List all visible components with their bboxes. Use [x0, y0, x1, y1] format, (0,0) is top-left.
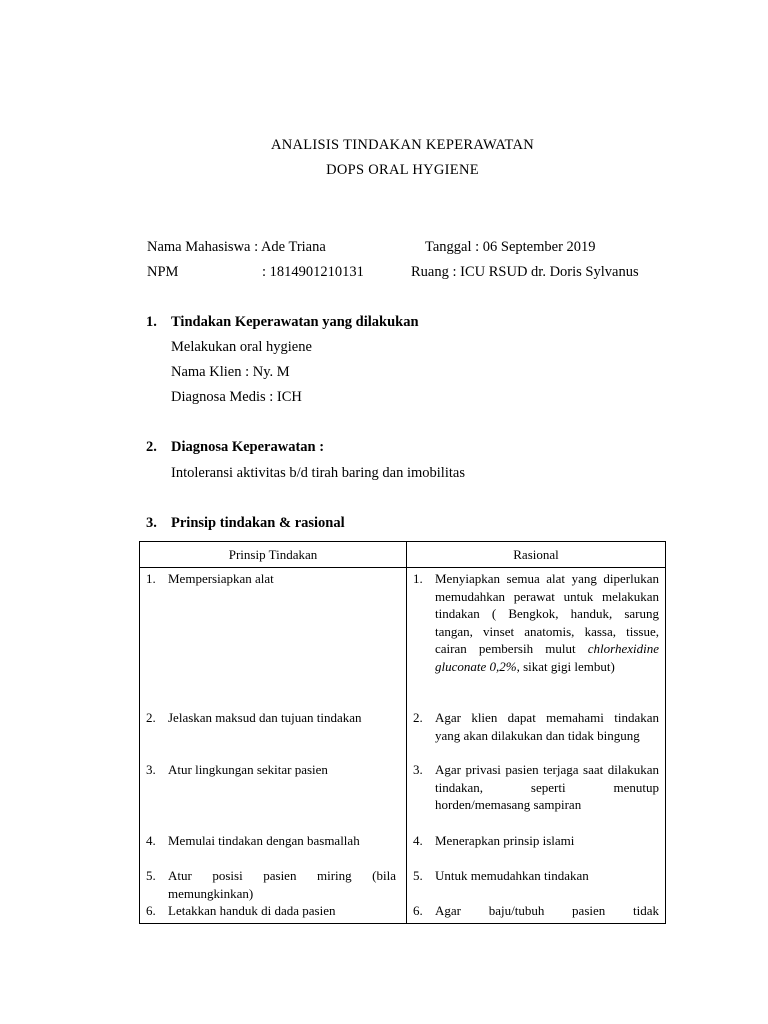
item-text: Agar privasi pasien terjaga saat dilakukan tindakan, seperti menutup horden/memasang sampiran: [435, 762, 659, 812]
rasional-italic-text: chlorhexidine gluconate 0,2%: [435, 641, 659, 674]
document-title: ANALISIS TINDAKAN KEPERAWATAN: [270, 137, 535, 153]
prinsip-item: [146, 570, 400, 588]
section-2-number: 2.: [146, 439, 157, 455]
table-header-row: [140, 542, 666, 568]
rasional-item: [413, 709, 659, 744]
rasional-cell: [407, 568, 666, 924]
document-subtitle: DOPS ORAL HYGIENE: [326, 162, 479, 178]
item-text: Atur lingkungan sekitar pasien: [168, 762, 328, 777]
item-number: 2.: [413, 710, 423, 725]
rasional-item: [413, 570, 659, 675]
item-number: 6.: [146, 903, 156, 918]
prinsip-item: [146, 832, 400, 850]
item-number: 5.: [413, 868, 423, 883]
section-1-number: 1.: [146, 314, 157, 330]
npm-value: : 1814901210131: [262, 264, 364, 280]
section-1-line: Diagnosa Medis : ICH: [171, 389, 302, 405]
npm-label: NPM: [147, 264, 179, 280]
header-prinsip: Prinsip Tindakan: [140, 542, 407, 568]
section-2-heading: Diagnosa Keperawatan :: [171, 439, 325, 455]
prinsip-item: [146, 709, 400, 727]
section-3-heading: Prinsip tindakan & rasional: [171, 515, 345, 531]
item-number: 3.: [146, 762, 156, 777]
room: Ruang : ICU RSUD dr. Doris Sylvanus: [411, 264, 639, 280]
rasional-item: [413, 902, 659, 920]
section-2-line: Intoleransi aktivitas b/d tirah baring dan imobilitas: [171, 465, 465, 481]
item-number: 1.: [413, 571, 423, 586]
header-rasional: Rasional: [407, 542, 666, 568]
rasional-item: [413, 867, 659, 885]
student-name: Nama Mahasiswa : Ade Triana: [147, 239, 326, 255]
item-text: [435, 570, 659, 675]
rasional-item: [413, 832, 659, 850]
principle-table: [139, 541, 666, 924]
item-number: 4.: [146, 833, 156, 848]
item-text: Letakkan handuk di dada pasien: [168, 903, 336, 918]
item-text: Memulai tindakan dengan basmallah: [168, 833, 360, 848]
item-number: 5.: [146, 868, 156, 883]
item-number: 3.: [413, 762, 423, 777]
item-text: Untuk memudahkan tindakan: [435, 868, 589, 883]
item-number: 6.: [413, 903, 423, 918]
rasional-text: , sikat gigi lembut): [516, 658, 615, 674]
section-1-heading: Tindakan Keperawatan yang dilakukan: [171, 314, 419, 330]
section-1-line: Nama Klien : Ny. M: [171, 364, 290, 380]
section-1-line: Melakukan oral hygiene: [171, 339, 312, 355]
item-text: Atur posisi pasien miring (bila memungkinkan): [168, 868, 396, 901]
section-3-number: 3.: [146, 515, 157, 531]
item-number: 2.: [146, 710, 156, 725]
table-row: [140, 568, 666, 924]
item-text: Agar klien dapat memahami tindakan yang akan dilakukan dan tidak bingung: [435, 710, 659, 743]
item-text: Menerapkan prinsip islami: [435, 833, 575, 848]
item-text: Agar baju/tubuh pasien tidak: [435, 903, 659, 918]
prinsip-cell: [140, 568, 407, 924]
rasional-item: [413, 761, 659, 814]
item-text: Mempersiapkan alat: [168, 571, 274, 586]
rasional-text: Menyiapkan semua alat yang diperlukan memudahkan perawat untuk melakukan tindakan ( Bengkok, handuk, sarung tangan, vinset anatomis, kassa, tissue, cairan pembersih mulut: [435, 571, 659, 656]
date: Tanggal : 06 September 2019: [425, 239, 596, 255]
item-text: Jelaskan maksud dan tujuan tindakan: [168, 710, 362, 725]
item-number: 1.: [146, 571, 156, 586]
prinsip-item: [146, 761, 400, 779]
prinsip-item: [146, 867, 400, 902]
prinsip-item: [146, 902, 400, 920]
item-number: 4.: [413, 833, 423, 848]
